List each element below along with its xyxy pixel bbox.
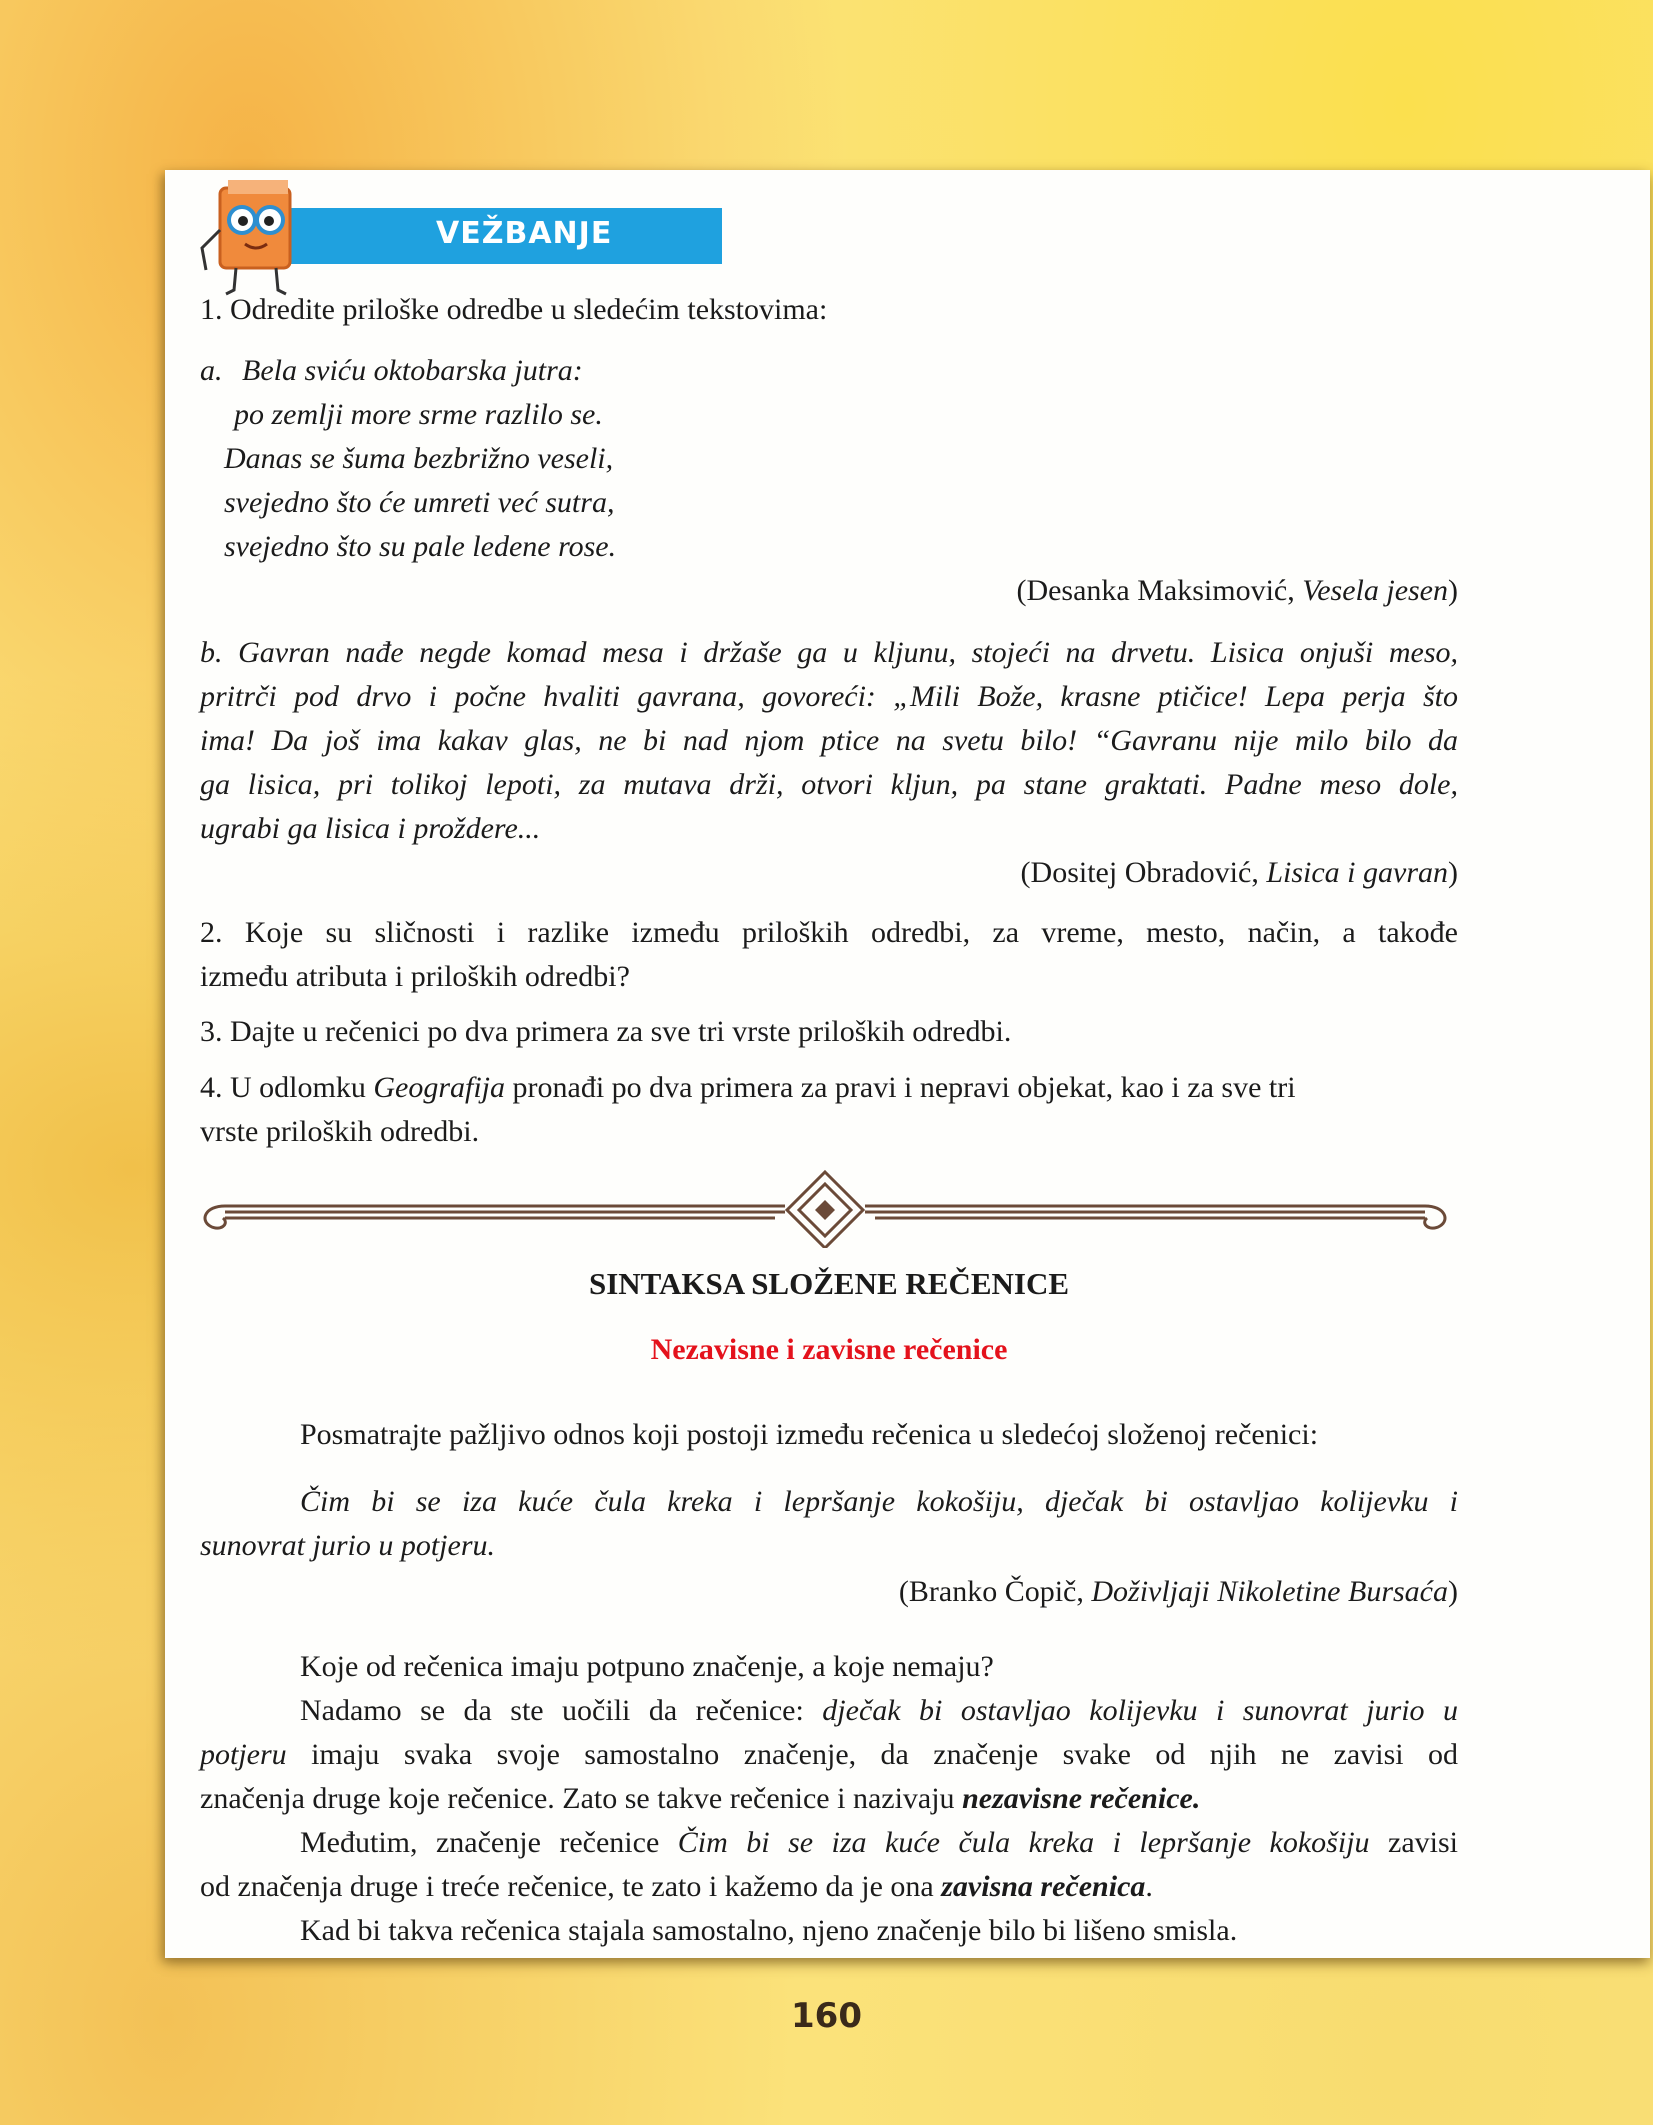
prose-b-line-4: ga lisica, pri tolikoj lepoti, za mutava drži, otvori kljun, pa stane graktati. Padne meso dole, [200, 768, 1458, 801]
p4-l2-end: . [1145, 1870, 1153, 1903]
prose-b-credit-title: Lisica i gavran [1266, 856, 1448, 889]
body-paragraph-5: Kad bi takva rečenica stajala samostalno, njeno značenje bilo bi lišeno smisla. [300, 1914, 1238, 1947]
task-1-intro: 1. Odredite priloške odredbe u sledećim tekstovima: [200, 293, 828, 326]
poem-line-3: Danas se šuma bezbrižno veseli, [224, 442, 614, 475]
poem-line-5: svejedno što su pale ledene rose. [224, 530, 617, 563]
quote-credit-title: Doživljaji Nikoletine Bursaća [1091, 1575, 1448, 1608]
p4-l1-pre: Međutim, značenje rečenice [300, 1826, 678, 1859]
prose-b-line-2: pritrči pod drvo i počne hvaliti gavrana, govoreći: „Mili Bože, krasne ptičice! Lepa perja što [200, 680, 1458, 713]
body-paragraph-3-line-1 [300, 1689, 1458, 1733]
body-paragraph-3-line-3 [200, 1777, 1458, 1821]
p3-l3-pre: značenja druge koje rečenice. Zato se takve rečenice i nazivaju [200, 1782, 963, 1815]
p4-l2-bold: zavisna rečenica [941, 1870, 1146, 1903]
poem-credit-close: ) [1448, 574, 1458, 607]
task-4-pre: 4. U odlomku [200, 1071, 374, 1104]
poem-line-1: Bela sviću oktobarska jutra: [242, 354, 583, 387]
p3-l1-pre: Nadamo se da ste uočili da rečenice: [300, 1694, 823, 1727]
p3-l2-italic: potjeru [200, 1738, 287, 1771]
p3-l3-bold: nezavisne rečenice. [962, 1782, 1201, 1815]
task-4-post: pronađi po dva primera za pravi i nepravi objekat, kao i za sve tri [505, 1071, 1296, 1104]
quote-line-1: Čim bi se iza kuće čula kreka i lepršanje kokošiju, dječak bi ostavljao kolijevku i [300, 1485, 1458, 1518]
quote-credit-author: (Branko Čopič, [898, 1575, 1092, 1608]
prose-b-credit-author: (Dositej Obradović, [1020, 856, 1267, 889]
task-2-line-1: 2. Koje su sličnosti i razlike između priloških odredbi, za vreme, mesto, način, a takođe [200, 916, 1458, 949]
poem-credit-author: (Desanka Maksimović, [1016, 574, 1303, 607]
task-3: 3. Dajte u rečenici po dva primera za sve tri vrste priloških odredbi. [200, 1015, 1012, 1048]
body-paragraph-1: Posmatrajte pažljivo odnos koji postoji između rečenica u sledećoj složenoj rečenici: [300, 1418, 1319, 1451]
p3-l1-italic: dječak bi ostavljao kolijevku i sunovrat jurio u [822, 1694, 1459, 1727]
prose-b-line-1: b. Gavran nađe negde komad mesa i držaše ga u kljunu, stojeći na drvetu. Lisica onjuši meso, [200, 636, 1458, 669]
poem-credit-title: Vesela jesen [1302, 574, 1448, 607]
prose-b-line-3: ima! Da još ima kakav glas, ne bi nad njom ptice na svetu bilo! “Gavranu nije milo bilo da [200, 724, 1458, 757]
page-number: 160 [791, 1996, 862, 2036]
prose-b-credit [200, 851, 1458, 895]
body-paragraph-4-line-2 [200, 1865, 1458, 1909]
task-4-line-1 [200, 1066, 1458, 1110]
task-4-title: Geografija [373, 1071, 506, 1104]
exercise-header-label: VEŽBANJE [436, 216, 613, 251]
quote-line-2: sunovrat jurio u potjeru. [200, 1529, 496, 1562]
book-mascot-icon [190, 170, 320, 300]
body-paragraph-4-line-1 [300, 1821, 1458, 1865]
p4-l1-italic: Čim bi se iza kuće čula kreka i lepršanje kokošiju [677, 1826, 1370, 1859]
section-subheading: Nezavisne i zavisne rečenice [650, 1333, 1008, 1366]
poem-credit [200, 569, 1458, 613]
poem-line-2: po zemlji more srme razlilo se. [234, 398, 603, 431]
p3-l2-post: imaju svaka svoje samostalno značenje, da značenje svake od njih ne zavisi od [286, 1738, 1458, 1771]
p4-l2-pre: od značenja druge i treće rečenice, te zato i kažemo da je ona [200, 1870, 942, 1903]
prose-b-credit-close: ) [1448, 856, 1458, 889]
quote-credit [200, 1570, 1458, 1614]
prose-b-line-5: ugrabi ga lisica i proždere... [200, 812, 541, 845]
quote-credit-close: ) [1448, 1575, 1458, 1608]
p4-l1-post: zavisi [1369, 1826, 1458, 1859]
body-paragraph-3-line-2 [200, 1733, 1458, 1777]
body-paragraph-2: Koje od rečenica imaju potpuno značenje, a koje nemaju? [300, 1650, 994, 1683]
poem-prefix: a. [200, 354, 223, 387]
section-heading: SINTAKSA SLOŽENE REČENICE [588, 1266, 1070, 1301]
ornamental-divider [195, 1168, 1455, 1248]
task-4-line-2: vrste priloških odredbi. [200, 1115, 480, 1148]
task-2-line-2: između atributa i priloških odredbi? [200, 960, 630, 993]
poem-line-4: svejedno što će umreti već sutra, [224, 486, 615, 519]
